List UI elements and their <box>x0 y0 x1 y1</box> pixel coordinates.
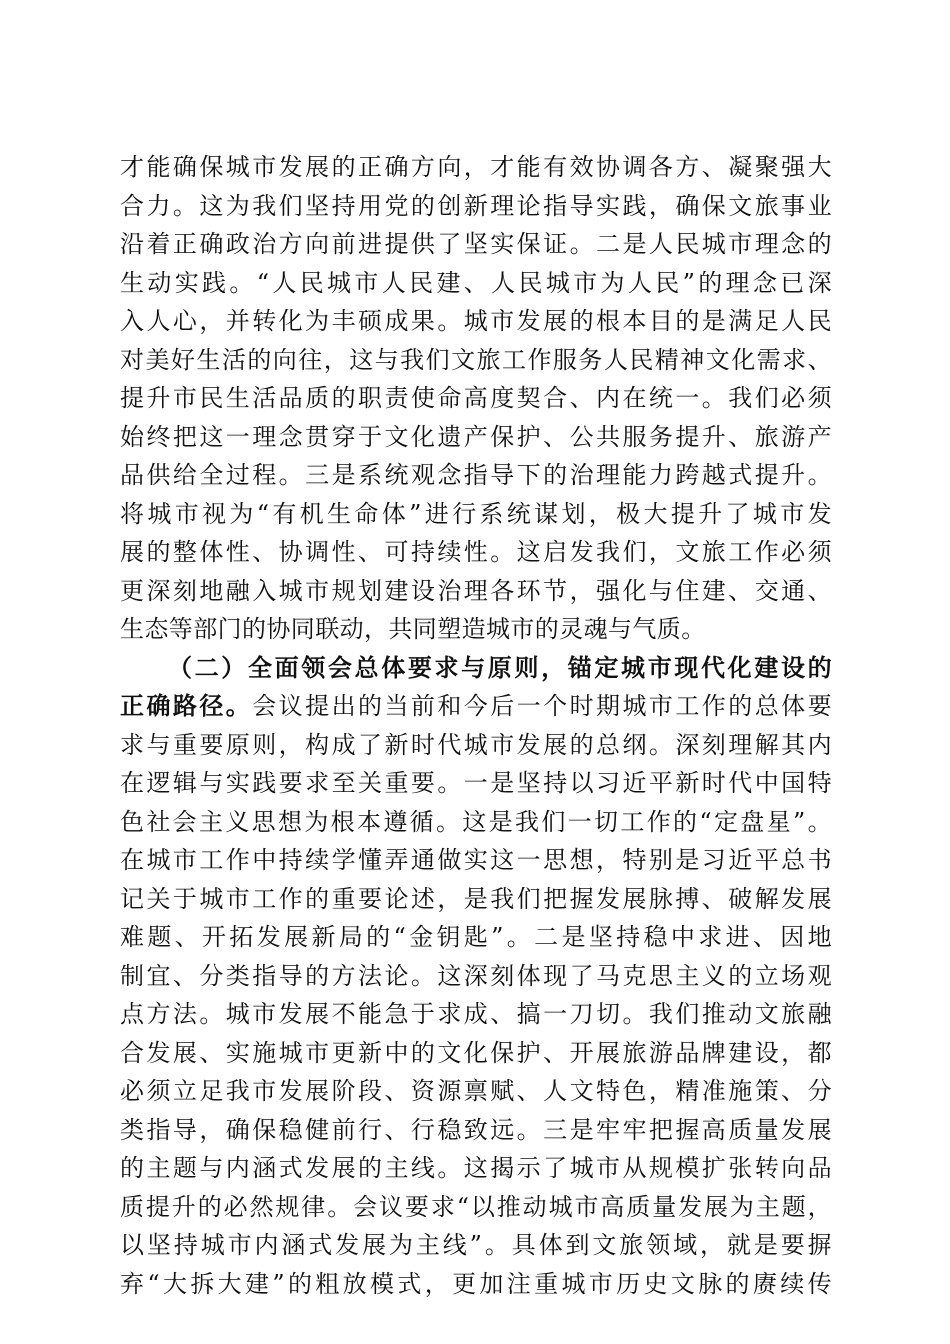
text-span: 会议提出的当前和今后一个时期城市工作的总体要 <box>252 692 832 720</box>
text-line: 沿着正确政治方向前进提供了坚实保证。二是人民城市理念的 <box>120 230 832 258</box>
text-line: 质提升的必然规律。会议要求“以推动城市高质量发展为主题， <box>120 1192 832 1221</box>
section-heading-end: 正确路径。 <box>120 691 253 720</box>
document-body <box>120 148 832 1303</box>
paragraph-2 <box>120 649 832 1304</box>
text-line: 生态等部门的协同联动，共同塑造城市的灵魂与气质。 <box>120 615 706 643</box>
text-line: 的主题与内涵式发展的主线。这揭示了城市从规模扩张转向品 <box>120 1154 832 1182</box>
text-line: 色社会主义思想为根本遵循。这是我们一切工作的“定盘星”。 <box>120 807 832 836</box>
text-line: 点方法。城市发展不能急于求成、搞一刀切。我们推动文旅融 <box>120 1000 832 1028</box>
text-line <box>120 687 832 726</box>
text-line: 制宜、分类指导的方法论。这深刻体现了马克思主义的立场观 <box>120 961 832 990</box>
text-line: 必须立足我市发展阶段、资源禀赋、人文特色，精准施策、分 <box>120 1077 832 1105</box>
text-line: 展的整体性、协调性、可持续性。这启发我们，文旅工作必须 <box>120 538 832 566</box>
text-line: 将城市视为“有机生命体”进行系统谋划，极大提升了城市发 <box>120 499 832 528</box>
text-line: 以坚持城市内涵式发展为主线”。具体到文旅领域，就是要摒 <box>120 1231 832 1259</box>
text-line: 类指导，确保稳健前行、行稳致远。三是牢牢把握高质量发展 <box>120 1115 832 1144</box>
text-line: 入人心，并转化为丰硕成果。城市发展的根本目的是满足人民 <box>120 307 832 335</box>
text-line: 更深刻地融入城市规划建设治理各环节，强化与住建、交通、 <box>120 576 832 605</box>
text-line: 品供给全过程。三是系统观念指导下的治理能力跨越式提升。 <box>120 461 832 489</box>
text-line: 弃“大拆大建”的粗放模式，更加注重城市历史文脉的赓续传 <box>120 1269 832 1298</box>
text-line: 记关于城市工作的重要论述，是我们把握发展脉搏、破解发展 <box>120 884 832 913</box>
paragraph-1 <box>120 148 832 649</box>
text-line: 对美好生活的向往，这与我们文旅工作服务人民精神文化需求、 <box>120 345 832 374</box>
section-heading: （二）全面领会总体要求与原则，锚定城市现代化建设的 <box>168 652 832 682</box>
text-line: 难题、开拓发展新局的“金钥匙”。二是坚持稳中求进、因地 <box>120 923 832 951</box>
text-line: 合力。这为我们坚持用党的创新理论指导实践，确保文旅事业 <box>120 191 832 220</box>
text-line: 在逻辑与实践要求至关重要。一是坚持以习近平新时代中国特 <box>120 769 832 797</box>
text-line: 提升市民生活品质的职责使命高度契合、内在统一。我们必须 <box>120 384 832 412</box>
text-line: 生动实践。“人民城市人民建、人民城市为人民”的理念已深 <box>120 268 832 297</box>
text-line: 求与重要原则，构成了新时代城市发展的总纲。深刻理解其内 <box>120 730 832 759</box>
text-line: 合发展、实施城市更新中的文化保护、开展旅游品牌建设，都 <box>120 1038 832 1067</box>
text-line: 始终把这一理念贯穿于文化遗产保护、公共服务提升、旅游产 <box>120 422 832 451</box>
text-line: 在城市工作中持续学懂弄通做实这一思想，特别是习近平总书 <box>120 846 832 874</box>
text-line: 才能确保城市发展的正确方向，才能有效协调各方、凝聚强大 <box>120 153 832 181</box>
